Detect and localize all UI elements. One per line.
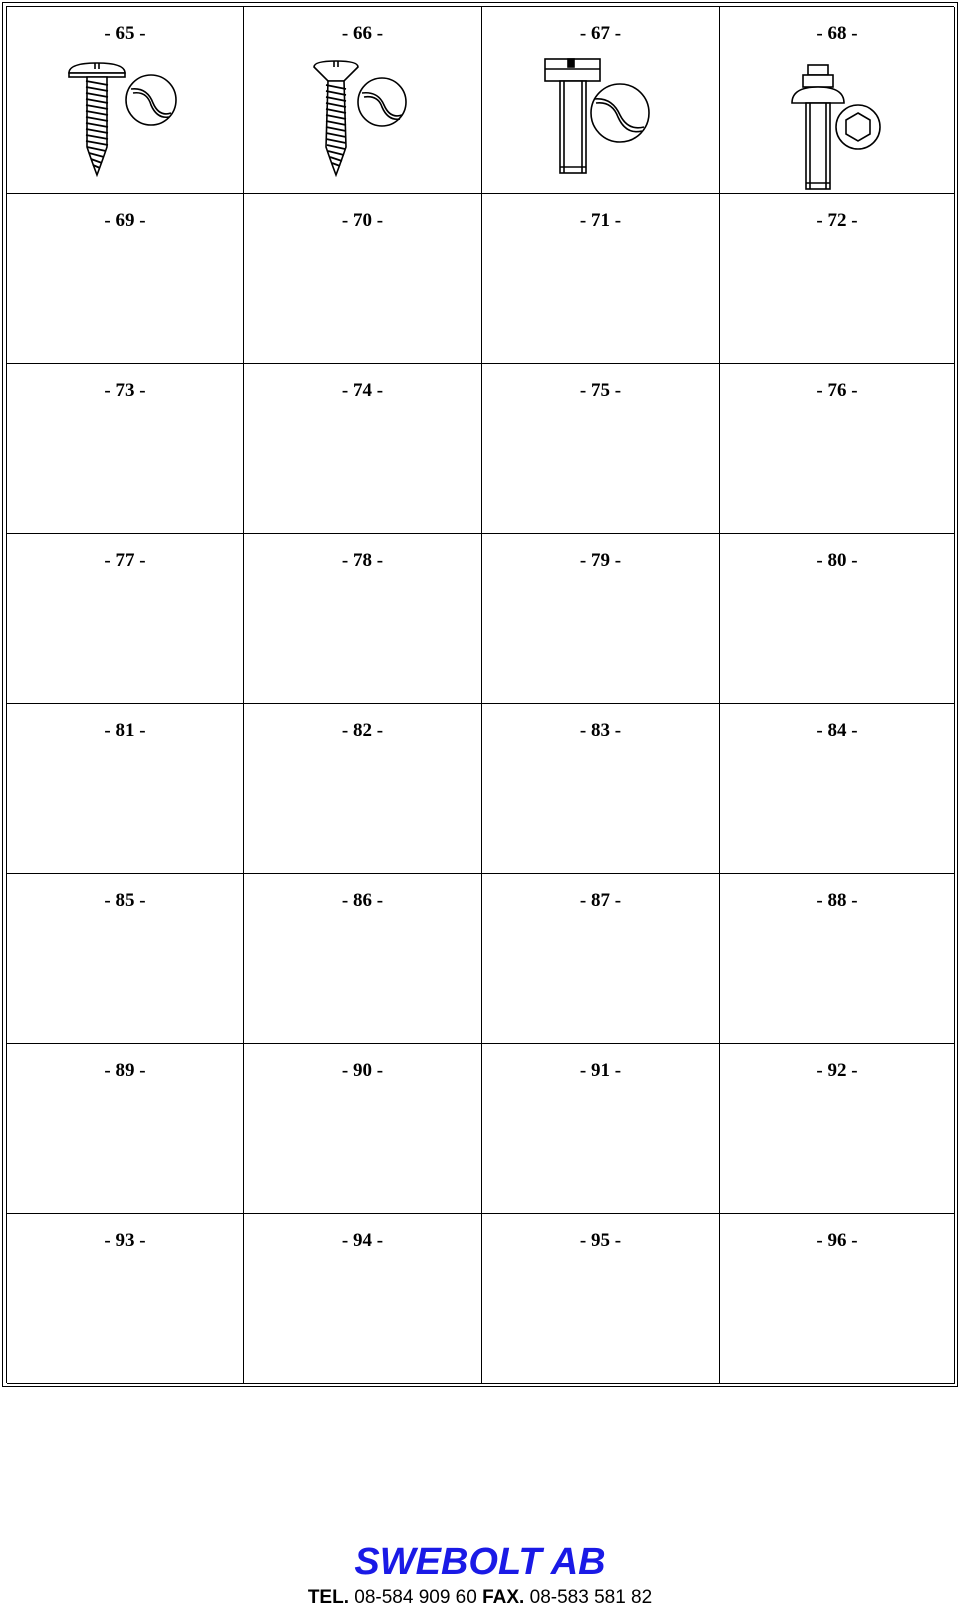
table-cell <box>7 704 244 874</box>
table-cell <box>7 7 244 194</box>
cell-number: - 94 - <box>341 1230 384 1251</box>
cell-number: - 93 - <box>104 1230 146 1251</box>
fastener-table-frame <box>2 2 958 1387</box>
cell-number: - 80 - <box>816 550 858 571</box>
cell-number: - 66 - <box>341 23 384 44</box>
hex-socket-button-head-screw-icon <box>720 7 955 194</box>
table-cell <box>482 364 720 534</box>
table-cell <box>482 1044 720 1214</box>
cell-number: - 92 - <box>816 1060 858 1081</box>
table-cell <box>482 7 720 194</box>
table-cell <box>720 364 955 534</box>
table-cell <box>720 194 955 364</box>
cell-number: - 77 - <box>104 550 146 571</box>
cell-number: - 81 - <box>104 720 146 741</box>
cell-number: - 78 - <box>341 550 384 571</box>
table-cell <box>482 874 720 1044</box>
cell-number: - 91 - <box>579 1060 622 1081</box>
tel-label: TEL. <box>307 1587 349 1608</box>
table-cell <box>7 534 244 704</box>
fax-number: 08-583 581 82 <box>529 1587 653 1608</box>
cell-number: - 90 - <box>341 1060 384 1081</box>
cell-number: - 73 - <box>104 380 146 401</box>
table-cell <box>244 7 482 194</box>
table-cell <box>7 194 244 364</box>
cell-number: - 75 - <box>579 380 622 401</box>
table-cell <box>720 704 955 874</box>
cell-number: - 85 - <box>104 890 146 911</box>
cell-number: - 71 - <box>579 210 622 231</box>
cell-number: - 82 - <box>341 720 384 741</box>
cell-number: - 95 - <box>579 1230 622 1251</box>
cheese-head-slotted-machine-screw-icon <box>482 7 720 194</box>
table-cell <box>720 1214 955 1384</box>
table-cell <box>482 1214 720 1384</box>
cell-number: - 70 - <box>341 210 384 231</box>
table-cell <box>244 1214 482 1384</box>
table-cell <box>720 534 955 704</box>
cell-number: - 74 - <box>341 380 384 401</box>
cell-number: - 96 - <box>816 1230 858 1251</box>
tel-number: 08-584 909 60 <box>354 1587 477 1608</box>
table-cell <box>720 7 955 194</box>
table-cell <box>7 1044 244 1214</box>
cell-number: - 76 - <box>816 380 858 401</box>
table-cell <box>244 1044 482 1214</box>
cell-number: - 67 - <box>579 23 622 44</box>
cell-number: - 88 - <box>816 890 858 911</box>
cell-number: - 84 - <box>816 720 858 741</box>
table-cell <box>7 1214 244 1384</box>
table-cell <box>720 1044 955 1214</box>
cell-number: - 79 - <box>579 550 622 571</box>
cell-number: - 68 - <box>816 23 858 44</box>
table-cell <box>244 534 482 704</box>
contact-line <box>0 1588 960 1607</box>
pan-head-slotted-tapping-screw-icon <box>7 7 244 194</box>
fax-label: FAX. <box>482 1587 525 1608</box>
table-cell <box>244 704 482 874</box>
table-cell <box>482 534 720 704</box>
table-cell <box>482 704 720 874</box>
countersunk-slotted-tapping-screw-icon <box>244 7 482 194</box>
table-cell <box>244 364 482 534</box>
cell-number: - 87 - <box>579 890 622 911</box>
company-name: SWEBOLT AB <box>354 1541 606 1583</box>
cell-number: - 69 - <box>104 210 146 231</box>
table-cell <box>482 194 720 364</box>
cell-number: - 86 - <box>341 890 384 911</box>
fastener-table <box>6 6 954 1383</box>
table-cell <box>244 874 482 1044</box>
cell-number: - 72 - <box>816 210 858 231</box>
cell-number: - 89 - <box>104 1060 146 1081</box>
cell-number: - 65 - <box>104 23 146 44</box>
table-cell <box>244 194 482 364</box>
table-cell <box>720 874 955 1044</box>
cell-number: - 83 - <box>579 720 622 741</box>
table-cell <box>7 364 244 534</box>
table-cell <box>7 874 244 1044</box>
